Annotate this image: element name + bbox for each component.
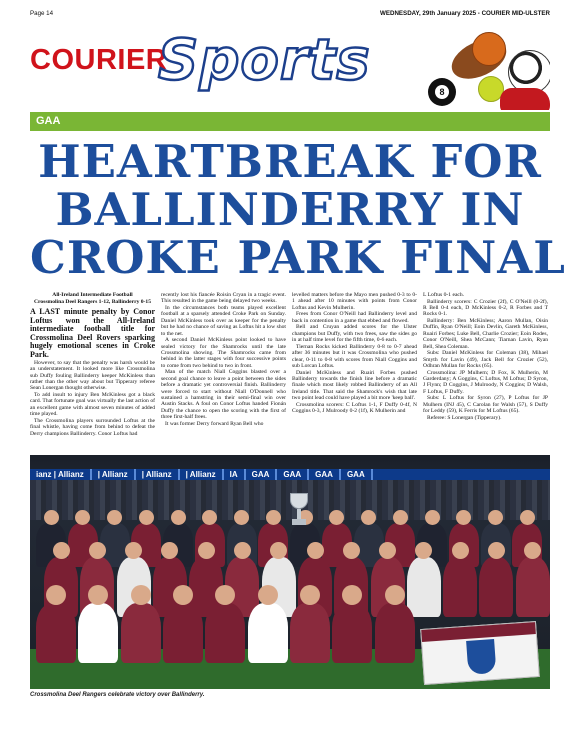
- article-paragraph: Subs: L Loftus for Syron (27), P Loftus for JP Mulhern (INJ 45), C Carolan for Walsh (57), S Duffy for Leddy (59), K Ferris for M Loftus (65).: [423, 395, 548, 415]
- club-flag: [420, 621, 540, 685]
- player-figure: [36, 603, 76, 663]
- article-paragraph: Referee: S Lonergan (Tipperary).: [427, 414, 502, 421]
- player-figure: [516, 557, 550, 617]
- player-head: [266, 510, 281, 525]
- trophy-icon: [286, 493, 312, 527]
- article-paragraph: The Crossmolina players surrounded Loftus at the final whistle, having come from behind to defeat the Derry champions Ballinderry. Conor Loftus had: [30, 417, 155, 437]
- masthead: [30, 22, 550, 110]
- team-photo: [30, 455, 550, 689]
- player-head: [234, 542, 251, 559]
- player-head: [379, 542, 396, 559]
- photo-caption: Crossmolina Deel Rangers celebrate victory over Ballinderry.: [30, 692, 205, 698]
- page-folio: [30, 10, 550, 19]
- article-kicker: All-Ireland Intermediate Football: [52, 292, 133, 298]
- player-figure: [121, 603, 161, 663]
- eight-ball-number: 8: [435, 85, 449, 99]
- ad-board-text: | Allianz: [92, 469, 136, 480]
- player-figure: [78, 603, 118, 663]
- article-paragraph: Tiernan Rocks kicked Ballinderry 0-8 to 0-7 ahead after 36 minutes but it was Crossmolina who pushed clear, 0-11 to 0-8 with scores from Niall Coggins and sub Lorcan Loftus.: [292, 343, 417, 370]
- ad-board-text: GAA: [309, 469, 341, 480]
- player-head: [125, 542, 142, 559]
- player-head: [107, 510, 122, 525]
- article-paragraph: Crossmolina scorers: C Loftus 1-1, F Duffy 0-4f, N Coggins 0-3, J Mulroody 0-2 (1f), K Mulherin and: [292, 401, 417, 415]
- article-column-3: [292, 292, 417, 450]
- player-head: [343, 542, 360, 559]
- ad-board-text: IA: [224, 469, 246, 480]
- dateline: WEDNESDAY, 29th January 2025 - COURIER MID-ULSTER: [380, 10, 550, 17]
- article-paragraph: Frees from Conor O'Neill had Ballinderry level and back in contention in a game that ebbed and flowed.: [292, 311, 417, 324]
- ad-board-text: GAA: [341, 469, 373, 480]
- player-figure: [248, 603, 288, 663]
- article-paragraph: recently lost his fiancée Roisin Cryan in a tragic event. This resulted in the game being delayed two weeks.: [161, 292, 286, 305]
- player-head: [171, 510, 186, 525]
- article-standfirst: A LAST minute penalty by Conor Loftus won the All-Ireland intermediate football title for Crossmolina Deel Rovers sparking hugely emotional scenes in Croke Park.: [30, 307, 155, 359]
- player-figure: [332, 603, 372, 663]
- article-paragraph: It was former Derry forward Ryan Bell who: [165, 420, 264, 427]
- article-paragraph: levelled matters before the Mayo men pushed 0-3 to 0-1 ahead after 10 minutes with points from Conor Loftus and Kevin Mulherin.: [292, 292, 417, 311]
- player-figure: [443, 557, 477, 617]
- player-head: [385, 585, 405, 605]
- ad-board-text: | Allianz: [136, 469, 180, 480]
- article-paragraph: Crossmolina: JP Mulhern; D Fox, K Mulherin, M Garderdany; A Goggins, C Loftus, M Loftus; D Syron, J Flynn; D Coggins, J Mulroody, N Coggins; D Walsh, F Loftus, F Duffy.: [423, 369, 548, 395]
- article-paragraph: In the circumstances both teams played excellent football at a sparsely attended Croke Park on Sunday. Daniel McKinless took over as keeper for the penalty but he had no chance of saving as Loftus hit a low shot to the net.: [161, 305, 286, 337]
- ad-board-text: GAA: [277, 469, 309, 480]
- article-paragraph: L Loftus 0-1 each.: [423, 292, 465, 298]
- boxing-glove-icon: [500, 88, 550, 110]
- article-paragraph: Daniel McKinless and Ruairi Forbes pushed Ballinderry towards the finish line before a dramatic finale which most likely robbed Ballinderry of an All Ireland title. That said the Shamrock's wish that late two point lead could have played a bit more 'keep ball'.: [292, 369, 417, 402]
- player-head: [488, 542, 505, 559]
- player-head: [44, 510, 59, 525]
- player-head: [393, 510, 408, 525]
- player-head: [300, 585, 320, 605]
- headline-line: CROKE PARK FINAL: [30, 231, 566, 284]
- brand-logo: COURIER: [30, 44, 168, 76]
- article-column-4: [423, 292, 548, 450]
- player-head: [307, 542, 324, 559]
- article-paragraph: Subs: Daniel McKinless for Coleman (38), Mihael Smyth for Lavin (49), Jack Bell for Crozier (52), Odhran Mullan for Rocks (65).: [423, 350, 548, 370]
- ad-board-text: GAA: [246, 469, 278, 480]
- club-crest-icon: [466, 639, 496, 675]
- stadium-ad-board: [30, 469, 550, 480]
- player-head: [425, 510, 440, 525]
- article-body: [30, 292, 550, 450]
- section-logo: Sports: [158, 28, 371, 93]
- article-column-2: [161, 292, 286, 450]
- player-head: [89, 542, 106, 559]
- article-column-1: [30, 292, 155, 450]
- player-head: [46, 585, 66, 605]
- player-head: [131, 585, 151, 605]
- player-figure: [290, 603, 330, 663]
- player-figure: [205, 603, 245, 663]
- article-paragraph: Bell and Cruyan added scores for the Ulster champions but Duffy, with two frees, saw the sides go in at half time level for the fifth time, 0-6 each.: [292, 324, 417, 344]
- player-head: [452, 542, 469, 559]
- player-figure: [407, 557, 441, 617]
- eight-ball-icon: [428, 78, 456, 106]
- basketball-icon: [472, 32, 506, 66]
- player-head: [53, 542, 70, 559]
- section-bar: [30, 112, 550, 131]
- headline: [30, 135, 566, 284]
- player-head: [488, 510, 503, 525]
- player-figure: [479, 557, 513, 617]
- player-head: [258, 585, 278, 605]
- headline-line: BALLINDERRY IN: [55, 183, 525, 236]
- player-head: [520, 510, 535, 525]
- article-paragraph: However, to say that the penalty was harsh would be an understatement. It looked more like Crossmolina sub Duffy fouling Ballinderry keeper McKinless than rather than the other way about but Tipperary referee Sean Lonergan thought otherwise.: [30, 359, 155, 392]
- player-head: [139, 510, 154, 525]
- ad-board-text: ianz | Allianz: [30, 469, 92, 480]
- article-paragraph: Ballinderry scorers: C Crozier (2f), C O'Neill (0-2f), R Bell 0-4 each, D McKinless 0-2, R Forbes and T Rocks 0-1.: [423, 298, 548, 318]
- section-label: GAA: [36, 115, 61, 127]
- article-fixture: Crossmolina Deel Rangers 1-12, Ballinderry 0-15: [33, 298, 152, 305]
- page-number: Page 14: [30, 10, 54, 17]
- article-paragraph: Man of the match Niall Coggins blasted over a second goal chance to leave a point between the sides before a dramatic yet controversial finish. Ballinderry were forced to start without Niall O'Donnell who sustained a hamstring in their semi-final win over Austin Stacks. A foul on Conor Loftus handed Fionán Duffy the chance to open the scoring with the first of three first-half frees.: [161, 369, 286, 421]
- player-head: [234, 510, 249, 525]
- player-figure: [163, 603, 203, 663]
- player-figure: [375, 603, 415, 663]
- player-head: [361, 510, 376, 525]
- player-head: [198, 542, 215, 559]
- player-head: [173, 585, 193, 605]
- ad-board-text: | Allianz: [180, 469, 224, 480]
- headline-line: HEARTBREAK FOR: [38, 135, 542, 188]
- article-paragraph: To add insult to injury Ben McKinless got a black card. That fortunate goal was virtually the last action of an excellent game with almost seven minutes of added time played.: [30, 391, 155, 418]
- article-paragraph: Ballinderry: Ben McKinless; Aaron Mullan, Oisin Duffin, Ryan O'Neill; Eoin Devlin, Gareth McKinless, Ruairi Forbes; Luke Bell, Charlie Crozier; Eoin Rodes, Conor O'Neill, Shea McCann; Tiarnan Lavin, Ryan Bell, Shea Coleman.: [423, 318, 548, 350]
- article-paragraph: A second Daniel McKinless point looked to have sealed victory for the Shamrocks until the late Crossmolina showing. The Shamrocks came from behind in the latter stages with four successive points to come from two behind to two in front.: [161, 337, 286, 369]
